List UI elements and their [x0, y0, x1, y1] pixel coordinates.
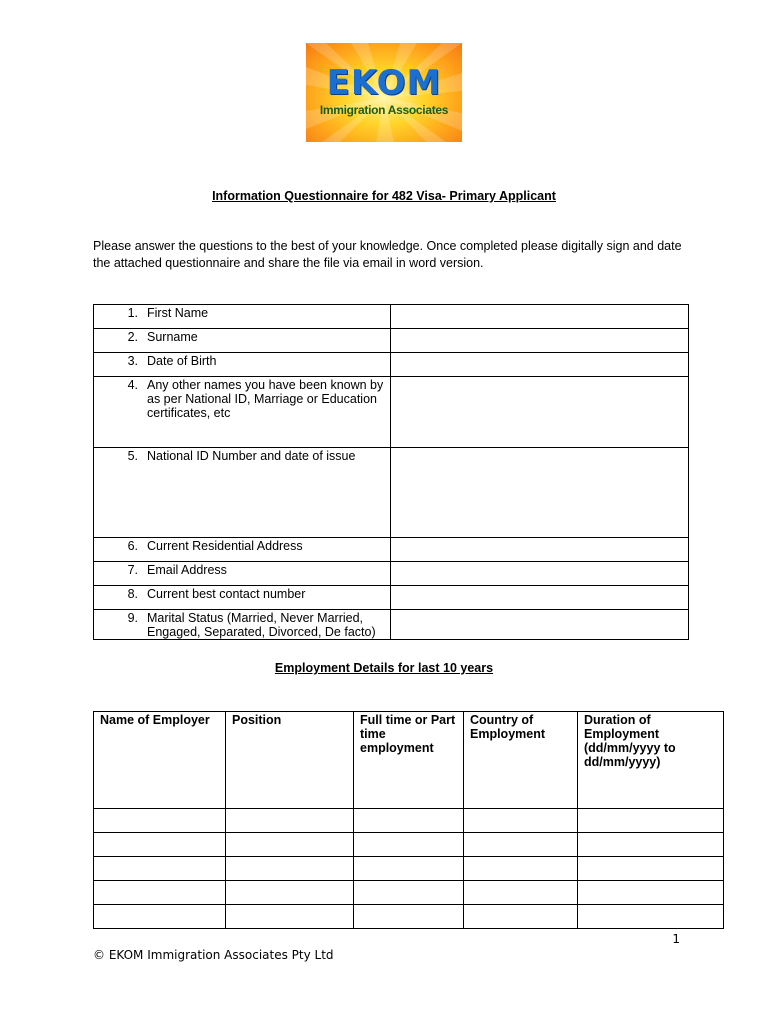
answer-cell-residential-address[interactable] [390, 538, 688, 562]
question-row [94, 353, 689, 377]
question-number: 2. [127, 330, 138, 344]
question-number: 5. [127, 449, 138, 463]
employment-cell[interactable] [226, 833, 354, 857]
employment-section-title: Employment Details for last 10 years [274, 661, 494, 675]
employment-row [94, 857, 724, 881]
question-row [94, 305, 689, 329]
question-number: 6. [127, 539, 138, 553]
employment-cell[interactable] [464, 905, 578, 929]
column-header: Position [226, 712, 354, 809]
employment-cell[interactable] [354, 857, 464, 881]
column-header: Full time or Part time employment [354, 712, 464, 809]
column-header: Name of Employer [94, 712, 226, 809]
employment-cell[interactable] [578, 857, 724, 881]
question-label: National ID Number and date of issue [147, 449, 356, 463]
question-number: 8. [127, 587, 138, 601]
question-row [94, 610, 689, 640]
answer-cell-marital-status[interactable] [390, 610, 688, 640]
employment-cell[interactable] [94, 905, 226, 929]
employment-cell[interactable] [94, 881, 226, 905]
question-number: 1. [127, 306, 138, 320]
question-row [94, 562, 689, 586]
question-label: Current best contact number [147, 587, 306, 601]
answer-cell-email[interactable] [390, 562, 688, 586]
employment-cell[interactable] [464, 881, 578, 905]
employment-cell[interactable] [354, 809, 464, 833]
employment-cell[interactable] [464, 809, 578, 833]
employment-cell[interactable] [464, 857, 578, 881]
employment-cell[interactable] [464, 833, 578, 857]
question-row [94, 586, 689, 610]
answer-cell-national-id[interactable] [390, 448, 688, 538]
answer-cell-first-name[interactable] [390, 305, 688, 329]
employment-row [94, 833, 724, 857]
employment-row [94, 881, 724, 905]
question-label: Surname [147, 330, 198, 344]
answer-cell-other-names[interactable] [390, 377, 688, 448]
column-header: Country of Employment [464, 712, 578, 809]
question-label: First Name [147, 306, 209, 320]
employment-cell[interactable] [226, 905, 354, 929]
questionnaire-table [93, 304, 689, 640]
employment-cell[interactable] [94, 857, 226, 881]
employment-row [94, 905, 724, 929]
question-row [94, 377, 689, 448]
employment-row [94, 809, 724, 833]
answer-cell-date-of-birth[interactable] [390, 353, 688, 377]
answer-cell-surname[interactable] [390, 329, 688, 353]
employment-cell[interactable] [578, 905, 724, 929]
intro-paragraph: Please answer the questions to the best of your knowledge. Once completed please digitally sign and date the attached questionnaire and share the file via email in word version. [93, 239, 682, 270]
question-row [94, 538, 689, 562]
employment-cell[interactable] [578, 809, 724, 833]
question-number: 9. [127, 611, 138, 625]
employment-cell[interactable] [226, 809, 354, 833]
question-label: Any other names you have been known by as per National ID, Marriage or Education certificates, etc [147, 378, 384, 420]
employment-cell[interactable] [226, 881, 354, 905]
employment-cell[interactable] [354, 833, 464, 857]
question-row [94, 448, 689, 538]
company-logo [306, 43, 462, 142]
employment-cell[interactable] [226, 857, 354, 881]
question-label: Current Residential Address [147, 539, 303, 553]
question-label: Email Address [147, 563, 227, 577]
question-number: 7. [127, 563, 138, 577]
question-number: 3. [127, 354, 138, 368]
employment-cell[interactable] [94, 833, 226, 857]
question-label: Marital Status (Married, Never Married, Engaged, Separated, Divorced, De facto) [147, 611, 376, 639]
employment-cell[interactable] [94, 809, 226, 833]
footer-copyright: © EKOM Immigration Associates Pty Ltd [93, 948, 334, 962]
document-title: Information Questionnaire for 482 Visa- Primary Applicant [212, 189, 556, 203]
logo-wordmark: EKOM [326, 63, 442, 103]
employment-cell[interactable] [354, 905, 464, 929]
employment-cell[interactable] [578, 833, 724, 857]
column-header: Duration of Employment (dd/mm/yyyy to dd/mm/yyyy) [578, 712, 724, 809]
question-label: Date of Birth [147, 354, 217, 368]
employment-cell[interactable] [578, 881, 724, 905]
page-number: 1 [672, 932, 680, 946]
employment-header-row [94, 712, 724, 809]
question-row [94, 329, 689, 353]
logo-tagline: Immigration Associates [319, 103, 449, 117]
employment-cell[interactable] [354, 881, 464, 905]
answer-cell-contact-number[interactable] [390, 586, 688, 610]
employment-table [93, 711, 724, 929]
question-number: 4. [127, 378, 138, 392]
